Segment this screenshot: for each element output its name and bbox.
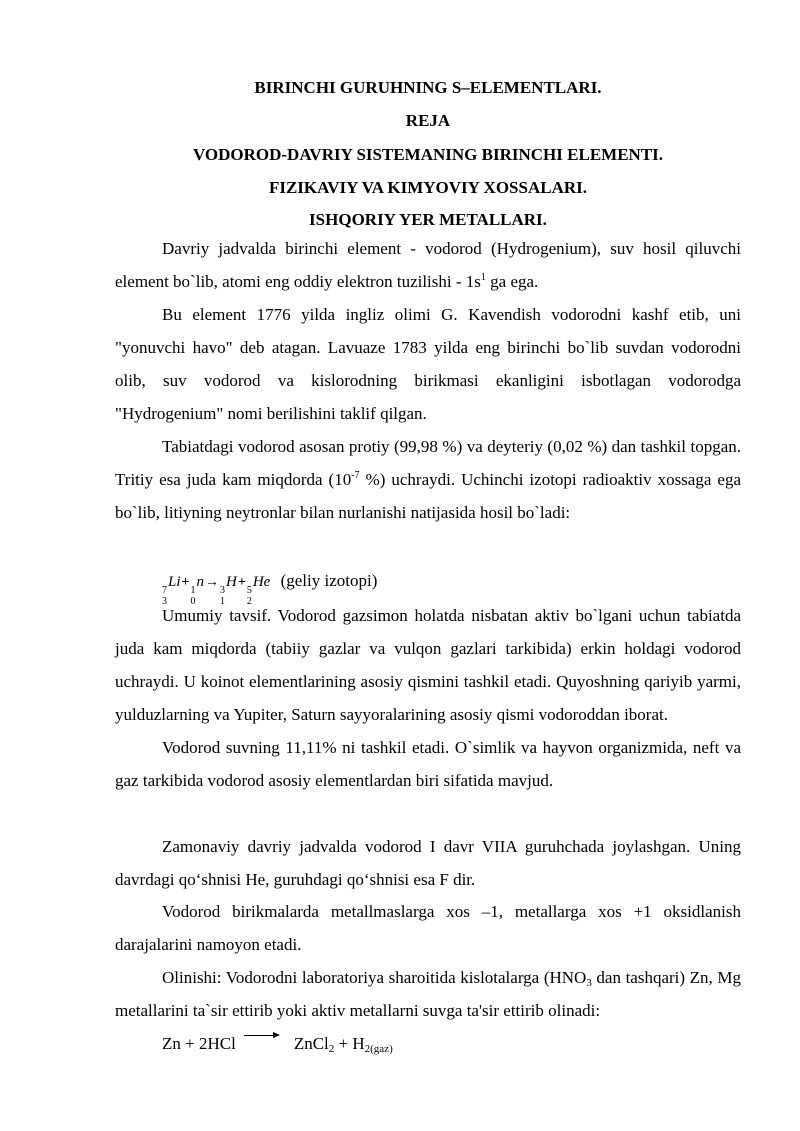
section-heading-hydrogen: VODOROD-DAVRIY SISTEMANING BIRINCHI ELEMENTI. [192, 145, 664, 164]
paragraph-oxidation-states: Vodorod birikmalarda metallmaslarga xos –1, metallarga xos +1 oksidlanish darajalarini namoyon etadi. [115, 902, 741, 954]
paragraph-periodic-position: Zamonaviy davriy jadvalda vodorod I davr VIIA guruhchada joylashgan. Uning davrdagi qo‘shnisi He, guruhdagi qo‘shnisi esa F dir. [115, 837, 741, 889]
neutron-nuclide: 1 0 n [190, 574, 204, 607]
tritium-nuclide: 3 1 H [220, 574, 237, 607]
paragraph-water-content: Vodorod suvning 11,11% ni tashkil etadi. O`simlik va hayvon organizmida, neft va gaz tarkibida vodorod asosiy elementlardan biri sifatida mavjud. [115, 738, 741, 790]
nuclear-reaction-equation: 7 3 Li+ 1 0 n→ 3 1 H+ 5 2 He (geliy izotopi) [162, 571, 378, 607]
section-heading-alkaline-earth: ISHQORIY YER METALLARI. [309, 210, 547, 229]
helium-isotope-note: (geliy izotopi) [280, 571, 378, 590]
reaction-arrow: → [205, 575, 219, 590]
lithium-nuclide: 7 3 Li [162, 574, 181, 607]
plan-heading: REJA [405, 111, 451, 130]
reaction-arrow-icon [244, 1031, 280, 1041]
paragraph-isotopes: Tabiatdagi vodorod asosan protiy (99,98 %) va deyteriy (0,02 %) dan tashkil topgan. Tritiy esa juda kam miqdorda ($10^{-7}$ %) uchraydi. Uchinchi izotopi radioaktiv xossaga ega bo`lib, litiyning neytronlar bilan nurlanishi natijasida hosil bo`ladi: [115, 437, 741, 522]
title-heading: BIRINCHI GURUHNING S–ELEMENTLARI. [254, 78, 602, 97]
paragraph-preparation: Olinishi: Vodorodni laboratoriya sharoitida kislotalarga ($HNO_3$ dan tashqari) Zn, Mg metallarini ta`sir ettirib yoki aktiv metallarni suvga ta'sir ettirib olinadi: [115, 968, 741, 1020]
paragraph-intro: Davriy jadvalda birinchi element - vodorod (Hydrogenium), suv hosil qiluvchi element bo`lib, atomi eng oddiy elektron tuzilishi - $1s^1$ ga ega. [115, 239, 741, 291]
section-heading-properties: FIZIKAVIY VA KIMYOVIY XOSSALARI. [268, 178, 588, 197]
paragraph-general-description: Umumiy tavsif. Vodorod gazsimon holatda nisbatan aktiv bo`lgani uchun tabiatda juda kam miqdorda (tabiiy gazlar va vulqon gazlari tarkibida) erkin holdagi vodorod uchraydi. U koinot elementlarining asosiy qismini tashkil etadi. Quyoshning qariyib yarmi, yulduzlarning va Yupiter, Saturn sayyoralarining asosiy qismi vodoroddan iborat. [115, 606, 741, 724]
zinc-reaction-equation: Zn + 2HCl ZnCl$_2$ + $H_{2(gaz)}$ [162, 1031, 393, 1056]
helium-nuclide: 5 2 He [246, 574, 271, 607]
paragraph-history: Bu element 1776 yilda ingliz olimi G. Kavendish vodorodni kashf etib, uni "yonuvchi havo" deb atagan. Lavuaze 1783 yilda eng birinchi bo`lib suvdan vodorodni olib, suv vodorod va kislorodning birikmasi ekanligini isbotlagan vodorodga "Hydrogenium" nomi berilishini taklif qilgan. [115, 305, 741, 423]
